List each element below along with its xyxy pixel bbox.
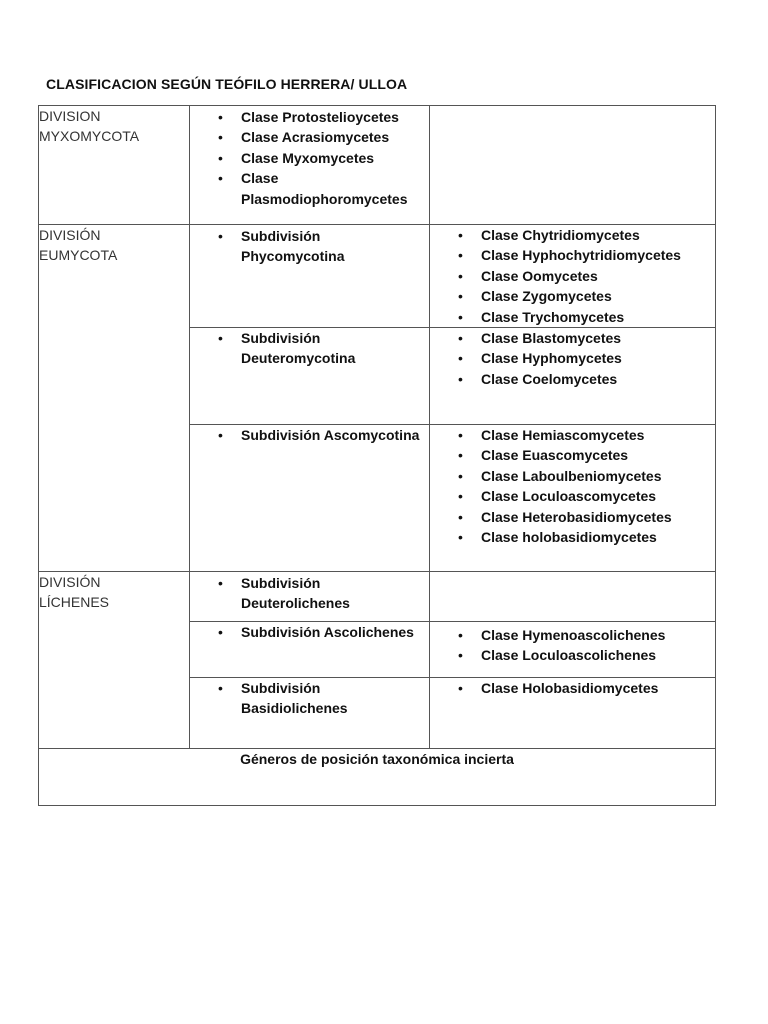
class-list [430,678,715,698]
list-item: • Clase Acrasiomycetes [190,127,429,147]
division-name: EUMYCOTA [39,247,118,264]
subdivision-cell [190,425,430,572]
division-label: DIVISION [39,108,101,124]
table-row [39,106,716,225]
subdivision-item: • Subdivisión Ascolichenes [190,622,429,642]
list-item: • Clase Chytridiomycetes [430,225,715,245]
subdivision-cell [190,225,430,328]
class-list [430,622,715,666]
subdivision-list [190,425,429,445]
list-item: • Clase Heterobasidiomycetes [430,507,715,527]
subdivision-item: • Subdivisión Ascomycotina [190,425,429,445]
subdivision-list [190,225,429,267]
class-list [430,425,715,547]
list-item: • Clase Zygomycetes [430,286,715,306]
subdivision-list [190,678,429,719]
list-item: • Clase Loculoascomycetes [430,486,715,506]
subdivision-cell [190,678,430,749]
table-row [39,749,716,806]
list-item: • Clase Blastomycetes [430,328,715,348]
division-name: LÍCHENES [39,594,110,611]
table-row [39,225,716,328]
classification-table [38,105,716,806]
empty-cell [430,572,716,622]
list-item: • Clase Hemiascomycetes [430,425,715,445]
class-list [430,328,715,389]
classes-cell [430,425,716,572]
list-item: • Clase Coelomycetes [430,369,715,389]
list-item: • Clase Hyphomycetes [430,348,715,368]
subdivision-item: • Subdivisión Deuterolichenes [190,573,429,614]
list-item: • Clase Euascomycetes [430,445,715,465]
classes-cell [430,622,716,678]
empty-cell [430,106,716,225]
subdivision-cell [190,572,430,622]
division-cell-eumycota [39,225,190,572]
subdivision-item: • Subdivisión Deuteromycotina [190,328,429,369]
list-item: • Clase Hymenoascolichenes [430,625,715,645]
subdivision-cell [190,622,430,678]
division-cell-myxomycota [39,106,190,225]
subdivision-list [190,572,429,614]
class-list [430,225,715,327]
division-cell-lichenes [39,572,190,749]
list-item: • Clase Laboulbeniomycetes [430,466,715,486]
subdivision-item: • Subdivisión Basidiolichenes [190,678,429,719]
subdivision-list [190,622,429,642]
division-name: MYXOMYCOTA [39,128,140,145]
footer-cell: Géneros de posición taxonómica incierta [39,749,716,806]
list-item: • Clase Holobasidiomycetes [430,678,715,698]
division-label: DIVISIÓN [39,227,101,243]
list-item: • Clase Plasmodiophoromycetes [190,168,429,209]
subdivision-list [190,328,429,369]
table-row [39,572,716,622]
list-item: • Clase holobasidiomycetes [430,527,715,547]
class-list [190,106,429,209]
list-item: • Clase Myxomycetes [190,148,429,168]
document-title: CLASIFICACION SEGÚN TEÓFILO HERRERA/ ULLOA [46,76,408,92]
classes-cell [430,678,716,749]
classes-cell [430,328,716,425]
subdivision-cell [190,328,430,425]
list-item: • Clase Oomycetes [430,266,715,286]
subdivision-item: • Subdivisión Phycomycotina [190,226,429,267]
list-item: • Clase Trychomycetes [430,307,715,327]
list-item: • Clase Loculoascolichenes [430,645,715,665]
list-item: • Clase Hyphochytridiomycetes [430,245,715,265]
division-label: DIVISIÓN [39,574,101,591]
list-item: • Clase Protostelioycetes [190,107,429,127]
classes-cell [430,225,716,328]
classes-cell [190,106,430,225]
